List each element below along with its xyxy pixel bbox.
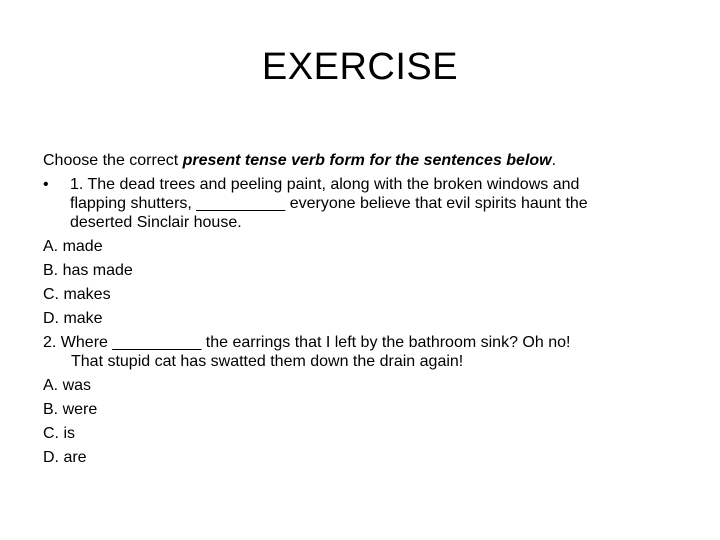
question-1-line-1 <box>43 174 683 193</box>
instruction-suffix: . <box>551 152 557 169</box>
question-1-text-3: deserted Sinclair house. <box>70 214 242 231</box>
question-1-text-1: 1. The dead trees and peeling paint, along with the broken windows and <box>70 176 580 193</box>
question-1-option-b: B. has made <box>43 262 133 279</box>
question-2-line-2: That stupid cat has swatted them down the drain again! <box>71 353 464 370</box>
question-2-option-a: A. was <box>43 377 92 394</box>
question-1-option-c: C. makes <box>43 286 111 303</box>
question-1-option-a: A. made <box>43 238 103 255</box>
instruction-line <box>43 150 683 174</box>
question-2-option-d: D. are <box>43 449 87 466</box>
question-1-text-2: flapping shutters, __________ everyone believe that evil spirits haunt the <box>70 195 588 212</box>
question-2-option-b: B. were <box>43 401 98 418</box>
instruction-emphasis: present tense verb form for the sentences below <box>182 152 552 169</box>
exercise-content <box>43 150 683 471</box>
question-2-option-c: C. is <box>43 425 75 442</box>
question-1-option-d: D. make <box>43 310 103 327</box>
question-2-line-1: 2. Where __________ the earrings that I left by the bathroom sink? Oh no! <box>43 334 571 351</box>
slide-title: EXERCISE <box>261 46 459 88</box>
bullet-icon: • <box>43 176 49 193</box>
question-1-line-3 <box>43 212 683 236</box>
instruction-prefix: Choose the correct <box>43 152 183 169</box>
question-1-line-2 <box>43 193 683 212</box>
